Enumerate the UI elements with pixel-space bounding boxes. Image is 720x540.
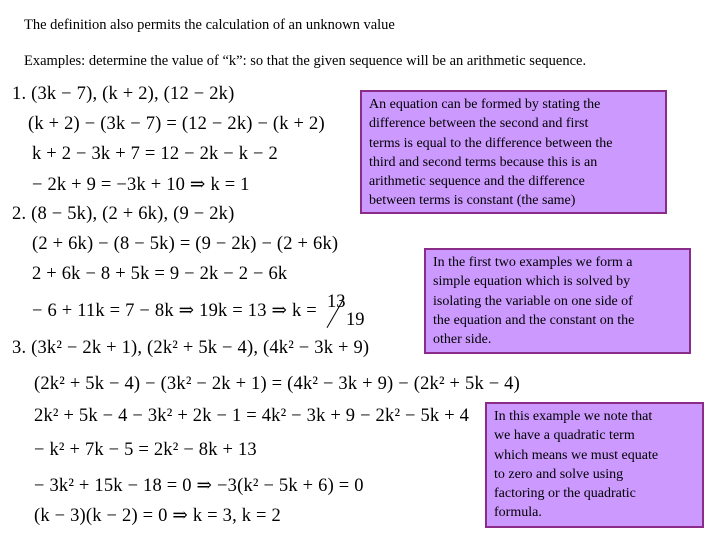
example-3-step-1: (2k² + 5k − 4) − (3k² − 2k + 1) = (4k² − 3k + 9) − (2k² + 5k − 4) xyxy=(34,374,520,394)
example-1-title: 1. (3k − 7), (k + 2), (12 − 2k) xyxy=(12,84,235,104)
fraction-numerator: 13 xyxy=(327,292,346,312)
example-3-title: 3. (3k² − 2k + 1), (2k² + 5k − 4), (4k² − 3k + 9) xyxy=(12,338,370,358)
example-2-step-2: 2 + 6k − 8 + 5k = 9 − 2k − 2 − 6k xyxy=(32,264,288,284)
note-equation-formed: An equation can be formed by stating the difference between the second and first terms is equal to the difference between the third and second terms because this is an arithmetic sequence and the difference between terms is constant (the same) xyxy=(360,90,667,214)
example-2-step-3: − 6 + 11k = 7 − 8k ⇒ 19k = 13 ⇒ k = xyxy=(32,301,317,321)
note-simple-equation: In the first two examples we form a simple equation which is solved by isolating the variable on one side of the equation and the constant on the other side. xyxy=(424,248,691,354)
example-1-step-2: k + 2 − 3k + 7 = 12 − 2k − k − 2 xyxy=(32,144,278,164)
example-3-step-4: − 3k² + 15k − 18 = 0 ⇒ −3(k² − 5k + 6) = 0 xyxy=(34,476,364,496)
intro-line-1: The definition also permits the calculation of an unknown value xyxy=(24,17,395,33)
example-3-step-3: − k² + 7k − 5 = 2k² − 8k + 13 xyxy=(34,440,257,460)
intro-line-2: Examples: determine the value of “k”: so that the given sequence will be an arithmetic sequence. xyxy=(24,53,587,69)
example-2-step-1: (2 + 6k) − (8 − 5k) = (9 − 2k) − (2 + 6k) xyxy=(32,234,339,254)
example-3-step-2: 2k² + 5k − 4 − 3k² + 2k − 1 = 4k² − 3k + 9 − 2k² − 5k + 4 xyxy=(34,406,470,426)
fraction-denominator: 19 xyxy=(346,310,365,330)
example-1-step-3: − 2k + 9 = −3k + 10 ⇒ k = 1 xyxy=(32,175,250,195)
example-3-step-5: (k − 3)(k − 2) = 0 ⇒ k = 3, k = 2 xyxy=(34,506,281,526)
note-quadratic-term: In this example we note that we have a quadratic term which means we must equate to zero and solve using factoring or the quadratic formula. xyxy=(485,402,704,528)
example-1-step-1: (k + 2) − (3k − 7) = (12 − 2k) − (k + 2) xyxy=(28,114,325,134)
example-2-title: 2. (8 − 5k), (2 + 6k), (9 − 2k) xyxy=(12,204,235,224)
